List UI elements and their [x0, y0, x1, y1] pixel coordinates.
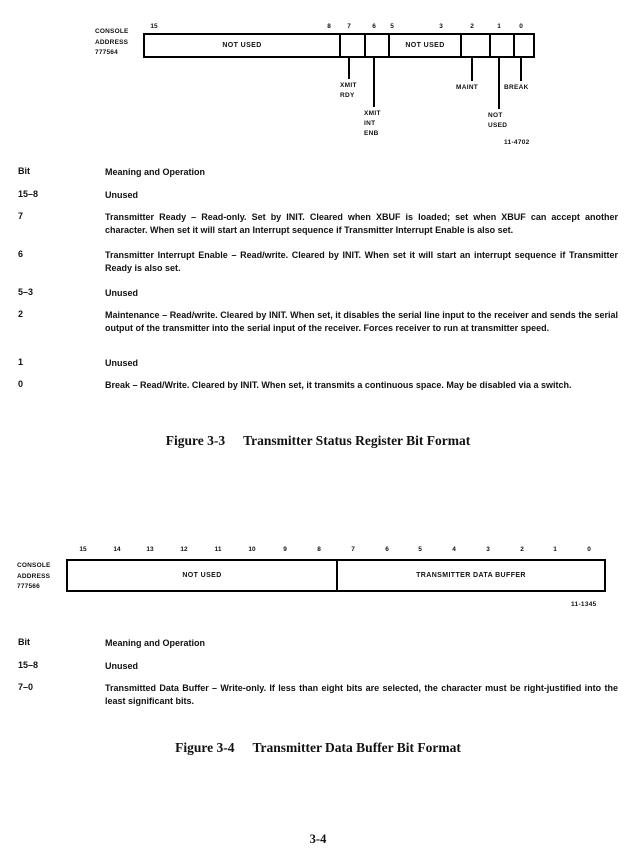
table-row: [18, 189, 618, 202]
bit-meaning: Break – Read/Write. Cleared by INIT. When set, it transmits a continuous space. May be disabled via a switch.: [105, 380, 572, 390]
figure-label: Figure 3-4: [175, 740, 235, 755]
console-address-line: ADDRESS: [95, 38, 129, 46]
callout-line-xmit-rdy: [348, 58, 350, 79]
drawing-ref-number: 11-4702: [504, 139, 530, 146]
register-cell-1: [489, 35, 513, 56]
callout-text: INT: [364, 120, 376, 127]
bit-range: 2: [18, 309, 24, 319]
bit-range: 6: [18, 249, 24, 259]
bit-range: 7–0: [18, 682, 34, 692]
console-address-line: CONSOLE: [95, 28, 129, 35]
callout-xmit-int-enb: [364, 109, 381, 139]
callout-line-not-used: [498, 58, 500, 109]
bit-number-label: 1: [497, 23, 501, 30]
bit-number-label: 2: [520, 546, 524, 553]
bit-number-label: 6: [372, 23, 376, 30]
bit-number-label: 1: [553, 546, 557, 553]
bit-range: 5–3: [18, 287, 34, 297]
bit-meaning: Transmitter Ready – Read-only. Set by INIT. Cleared when XBUF is loaded; set when XBUF can accept another character. When set it will start an Interrupt sequence if Transmitter Interrupt Enable is also set.: [105, 212, 618, 235]
callout-text: MAINT: [456, 84, 479, 91]
table-row: [18, 379, 618, 392]
figure-3-4-caption: [0, 740, 636, 756]
callout-text: BREAK: [504, 84, 529, 91]
bit-number-label: 4: [452, 546, 456, 553]
table-row: [18, 357, 618, 370]
callout-maint: [456, 83, 478, 93]
register-box: [143, 33, 535, 58]
bit-number-label: 0: [519, 23, 523, 30]
bit-number-label: 6: [385, 546, 389, 553]
bit-number-label: 8: [327, 23, 331, 30]
table-row: [18, 249, 618, 274]
table-row: [18, 309, 618, 334]
bit-number-label: 10: [248, 546, 256, 553]
bit-number-label: 5: [390, 23, 394, 30]
bit-number-label: 15: [79, 546, 87, 553]
figure-title: Transmitter Data Buffer Bit Format: [252, 740, 461, 755]
callout-line-maint: [471, 58, 473, 81]
callout-text: RDY: [340, 92, 355, 99]
callout-text: XMIT: [340, 82, 357, 89]
bit-meaning: Unused: [105, 661, 139, 671]
callout-text: XMIT: [364, 110, 381, 117]
bit-meaning: Unused: [105, 358, 139, 368]
register-cell-2: [460, 35, 489, 56]
bit-number-label: 11: [214, 546, 222, 553]
figure-3-3-caption: [0, 433, 636, 449]
callout-xmit-rdy: [340, 81, 357, 101]
callout-line-xmit-int-enb: [373, 58, 375, 107]
bit-range: 15–8: [18, 189, 39, 199]
register-cell-6: [364, 35, 388, 56]
bit-range: 0: [18, 379, 24, 389]
register-cell-5-3: NOT USED: [388, 35, 460, 56]
figure-label: Figure 3-3: [165, 433, 226, 448]
bit-range: 7: [18, 211, 24, 221]
bit-column-header: Bit: [18, 166, 30, 176]
console-address-line: 777564: [95, 49, 118, 56]
bit-column-header: Bit: [18, 637, 30, 647]
drawing-ref-number: 11-1345: [571, 601, 597, 608]
register-cell-0: [513, 35, 533, 56]
table-row: [18, 211, 618, 236]
callout-break: [504, 83, 529, 93]
bit-number-label: 12: [180, 546, 188, 553]
console-address-label: [17, 561, 51, 593]
bit-number-label: 2: [470, 23, 474, 30]
callout-not-used: [488, 111, 507, 131]
table-row: [18, 660, 618, 673]
bit-number-label: 15: [150, 23, 158, 30]
bit-number-label: 0: [587, 546, 591, 553]
meaning-column-header: Meaning and Operation: [105, 638, 206, 648]
table-row: [18, 682, 618, 707]
console-address-line: ADDRESS: [17, 572, 51, 580]
bit-number-label: 7: [351, 546, 355, 553]
bit-meaning: Unused: [105, 288, 139, 298]
bit-range: 15–8: [18, 660, 39, 670]
bit-number-label: 14: [113, 546, 121, 553]
register-cell-7-0: TRANSMITTER DATA BUFFER: [336, 561, 604, 590]
bit-meaning: Unused: [105, 190, 139, 200]
register-cell-7: [339, 35, 364, 56]
bit-number-label: 13: [146, 546, 154, 553]
bit-range: 1: [18, 357, 24, 367]
figure-title: Transmitter Status Register Bit Format: [243, 433, 471, 448]
bit-number-label: 3: [486, 546, 490, 553]
callout-text: ENB: [364, 130, 379, 137]
console-address-line: 777566: [17, 583, 40, 590]
console-address-label: [95, 27, 129, 59]
bit-number-label: 9: [283, 546, 287, 553]
bit-meaning: Transmitted Data Buffer – Write-only. If less than eight bits are selected, the character must be right-justified into the least significant bits.: [105, 683, 618, 706]
page-number: 3-4: [309, 832, 327, 846]
meaning-column-header: Meaning and Operation: [105, 167, 206, 177]
bit-meaning: Transmitter Interrupt Enable – Read/write. Cleared by INIT. When set it will start an interrupt sequence if Transmitter Ready is also set.: [105, 250, 618, 273]
console-address-line: CONSOLE: [17, 562, 51, 569]
bit-table-header: [18, 637, 618, 650]
bit-number-label: 3: [439, 23, 443, 30]
table-row: [18, 287, 618, 300]
register-cell-15-8: NOT USED: [222, 42, 262, 49]
callout-text: NOT: [488, 112, 503, 119]
bit-meaning: Maintenance – Read/write. Cleared by INIT. When set, it disables the serial line input to the receiver and sends the serial output of the transmitter into the serial input of the receiver. Forces receiver to run at transmitter speed.: [105, 310, 618, 333]
bit-table-header: [18, 166, 618, 179]
bit-number-label: 5: [418, 546, 422, 553]
bit-number-label: 8: [317, 546, 321, 553]
callout-text: USED: [488, 122, 508, 129]
bit-number-label: 7: [347, 23, 351, 30]
callout-line-break: [520, 58, 522, 81]
register-cell-15-8: NOT USED: [182, 572, 222, 579]
register-box: [66, 559, 606, 592]
